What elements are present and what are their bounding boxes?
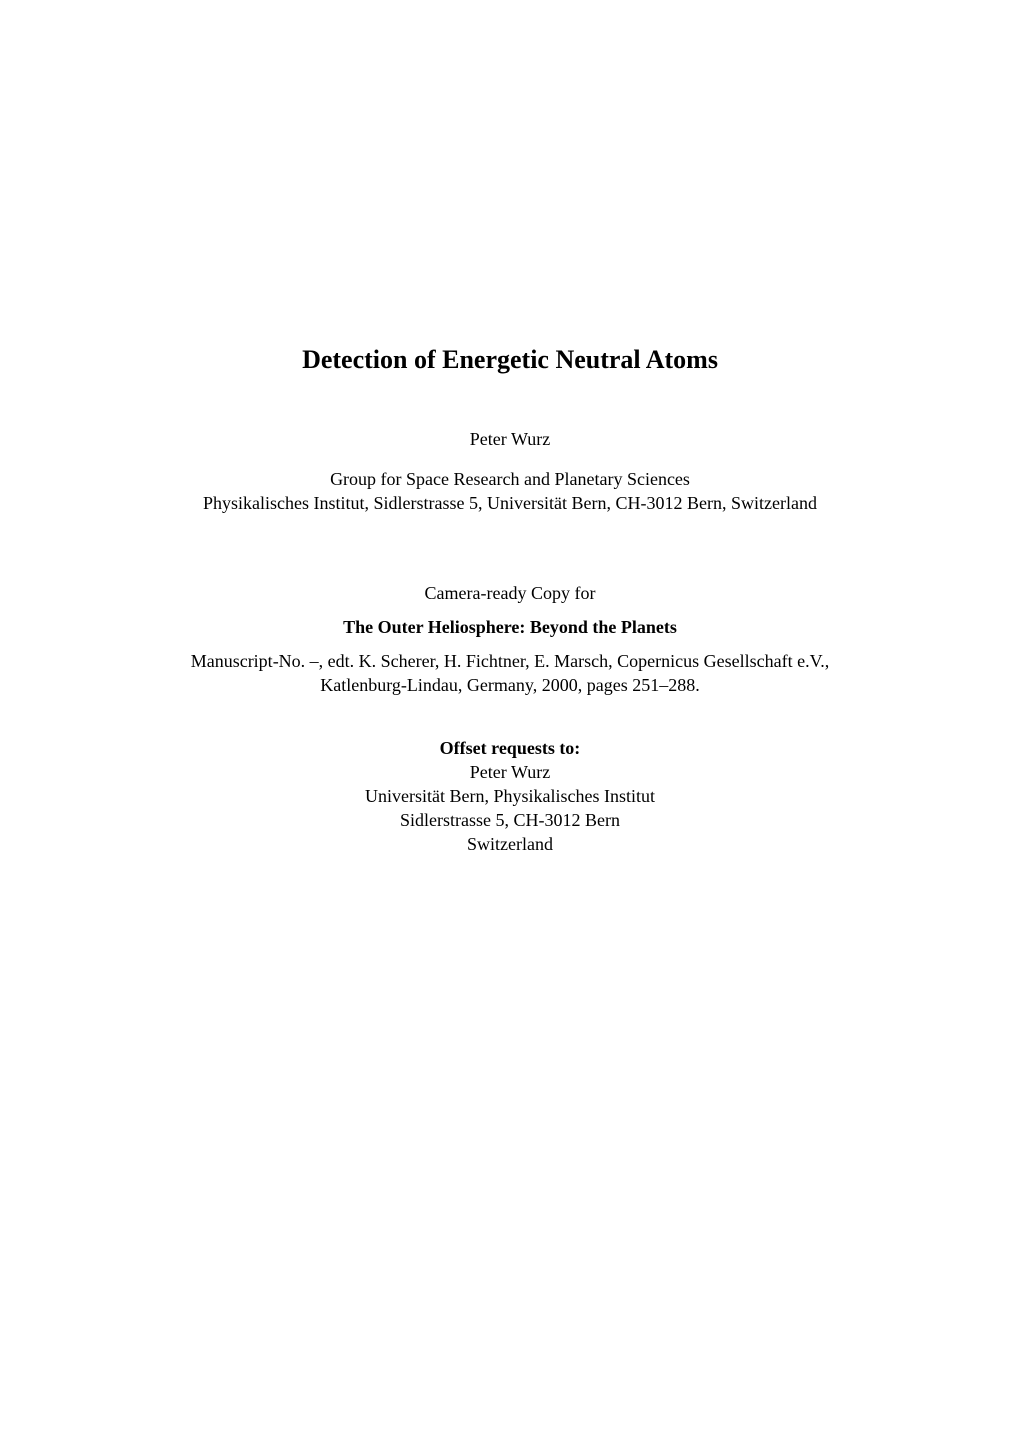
- offset-requests-line: Universität Bern, Physikalisches Institut: [365, 786, 655, 806]
- offset-requests-heading: Offset requests to:: [439, 738, 581, 758]
- publication-details-line-2: Katlenburg-Lindau, Germany, 2000, pages 251–288.: [320, 675, 700, 695]
- publication-intro: Camera-ready Copy for: [424, 583, 596, 603]
- affiliation-line-2: Physikalisches Institut, Sidlerstrasse 5, Universität Bern, CH-3012 Bern, Switzerland: [203, 493, 817, 513]
- book-title: The Outer Heliosphere: Beyond the Planets: [343, 617, 677, 637]
- affiliation-line-1: Group for Space Research and Planetary Sciences: [330, 469, 690, 489]
- paper-title: Detection of Energetic Neutral Atoms: [302, 345, 718, 374]
- publication-details-line-1: Manuscript-No. –, edt. K. Scherer, H. Fichtner, E. Marsch, Copernicus Gesellschaft e.V.,: [190, 651, 830, 671]
- author-name: Peter Wurz: [469, 429, 551, 449]
- offset-requests-line: Switzerland: [467, 834, 553, 854]
- offset-requests-line: Sidlerstrasse 5, CH-3012 Bern: [400, 810, 620, 830]
- offset-requests-line: Peter Wurz: [469, 762, 551, 782]
